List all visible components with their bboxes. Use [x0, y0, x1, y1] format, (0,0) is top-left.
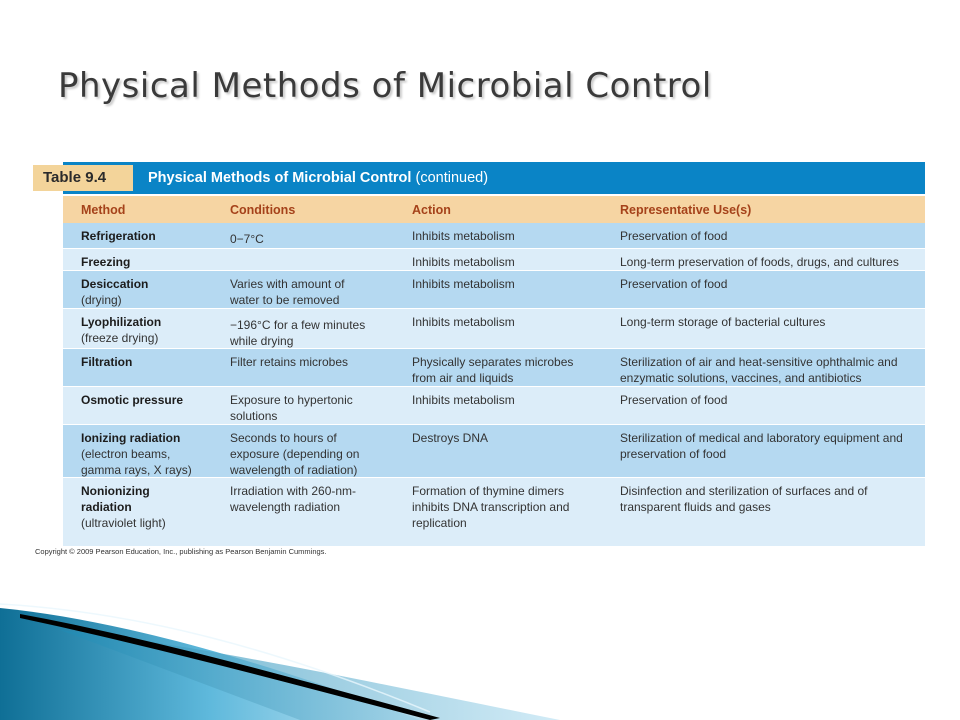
method-name: Lyophilization: [81, 315, 162, 329]
action-cell: Inhibits metabolism: [412, 255, 515, 269]
use-cell: Sterilization of medical and laboratory equipment and preservation of food: [620, 431, 903, 461]
action-cell: Inhibits metabolism: [412, 315, 515, 329]
conditions-cell: Exposure to hypertonic solutions: [230, 393, 353, 423]
table-title: [148, 162, 488, 194]
table-title-main: Physical Methods of Microbial Control: [148, 170, 412, 186]
use-cell: Preservation of food: [620, 393, 728, 407]
column-header-conditions: Conditions: [230, 202, 296, 217]
slide-title: Physical Methods of Microbial Control: [58, 66, 712, 106]
column-header-method: Method: [81, 202, 126, 217]
conditions-cell: [230, 254, 412, 270]
table-row: [63, 249, 925, 271]
method-cell: [63, 276, 230, 308]
method-name: Osmotic pressure: [81, 393, 184, 407]
table-row: [63, 271, 925, 309]
copyright-notice: Copyright © 2009 Pearson Education, Inc., publishing as Pearson Benjamin Cummings.: [35, 547, 327, 556]
method-cell: [63, 254, 230, 270]
method-cell: [63, 483, 230, 546]
use-cell: Preservation of food: [620, 229, 728, 243]
method-name: Desiccation: [81, 277, 149, 291]
column-header-action: Action: [412, 202, 451, 217]
column-headers: [63, 196, 925, 223]
method-note: (electron beams, gamma rays, X rays): [81, 447, 192, 477]
method-name: Filtration: [81, 355, 133, 369]
method-note: (freeze drying): [81, 331, 159, 345]
table-row: [63, 223, 925, 249]
conditions-cell: Seconds to hours of exposure (depending on wavelength of radiation): [230, 431, 360, 477]
method-name: Freezing: [81, 255, 131, 269]
method-name: Nonionizing radiation: [81, 484, 150, 514]
decorative-swoosh: [0, 600, 960, 720]
table-row: [63, 309, 925, 349]
method-cell: [63, 354, 230, 386]
method-note: (drying): [81, 293, 122, 307]
use-cell: Sterilization of air and heat-sensitive ophthalmic and enzymatic solutions, vaccines, and antibiotics: [620, 355, 898, 385]
conditions-cell: Irradiation with 260-nm-wavelength radiation: [230, 484, 357, 514]
column-header-use: Representative Use(s): [620, 202, 752, 217]
use-cell: Long-term storage of bacterial cultures: [620, 315, 826, 329]
action-cell: Destroys DNA: [412, 431, 489, 445]
conditions-cell: −196°C for a few minutes while drying: [230, 318, 366, 348]
use-cell: Disinfection and sterilization of surfaces and of transparent fluids and gases: [620, 484, 868, 514]
method-cell: [63, 228, 230, 248]
table-row: [63, 478, 925, 547]
use-cell: Preservation of food: [620, 277, 728, 291]
table-row: [63, 349, 925, 387]
method-note: (ultraviolet light): [81, 516, 166, 530]
method-name: Refrigeration: [81, 229, 156, 243]
action-cell: Inhibits metabolism: [412, 229, 515, 243]
action-cell: Physically separates microbes from air and liquids: [412, 355, 574, 385]
use-cell: Long-term preservation of foods, drugs, and cultures: [620, 255, 899, 269]
conditions-cell: 0−7°C: [230, 232, 264, 246]
table-title-suffix: (continued): [415, 170, 489, 186]
method-name: Ionizing radiation: [81, 431, 181, 445]
action-cell: Inhibits metabolism: [412, 393, 515, 407]
action-cell: Inhibits metabolism: [412, 277, 515, 291]
methods-table: [43, 162, 925, 542]
conditions-cell: Filter retains microbes: [230, 355, 349, 369]
table-row: [63, 425, 925, 478]
method-cell: [63, 430, 230, 477]
method-cell: [63, 314, 230, 348]
method-cell: [63, 392, 230, 424]
table-row: [63, 387, 925, 425]
table-header: [43, 162, 925, 194]
action-cell: Formation of thymine dimers inhibits DNA transcription and replication: [412, 484, 570, 530]
conditions-cell: Varies with amount of water to be removed: [230, 277, 345, 307]
table-number: Table 9.4: [33, 165, 133, 191]
